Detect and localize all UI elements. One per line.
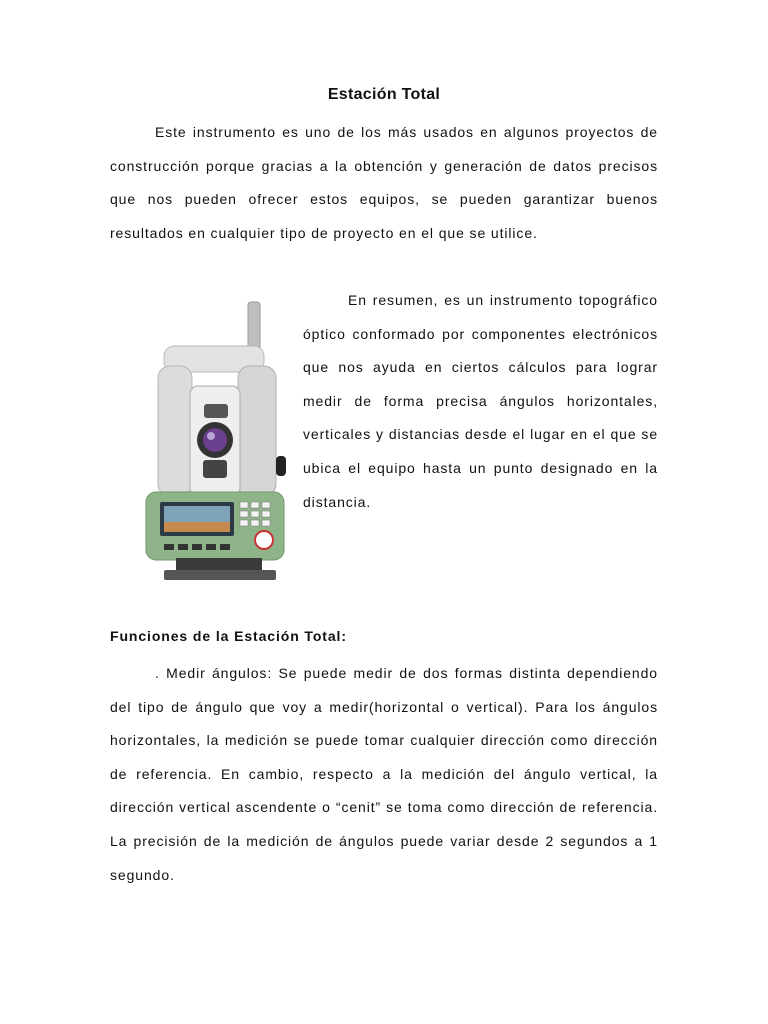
summary-paragraph: En resumen, es un instrumento topográfico óptico conformado por componentes electrónicos que nos ayuda en ciertos cálculos para lograr medir de forma precisa ángulos horizontales, verticales y distancias desde el lugar en el que se ubica el equipo hasta un punto designado en la distancia. [303, 292, 658, 510]
total-station-image [112, 296, 292, 592]
functions-paragraph: . Medir ángulos: Se puede medir de dos formas distinta dependiendo del tipo de ángulo que voy a medir(horizontal o vertical). Para los ángulos horizontales, la medición se puede tomar cualquier dirección como dirección de referencia. En cambio, respecto a la medición del ángulo vertical, la dirección vertical ascendente o “cenit” se toma como dirección de referencia. La precisión de la medición de ángulos puede variar desde 2 segundos a 1 segundo. [110, 665, 658, 883]
document-title: Estación Total [327, 86, 441, 103]
intro-paragraph: Este instrumento es uno de los más usados en algunos proyectos de construcción porque gracias a la obtención y generación de datos precisos que nos pueden ofrecer estos equipos, se pueden garantizar buenos resultados en cualquier tipo de proyecto en el que se utilice. [110, 124, 658, 241]
section-heading: Funciones de la Estación Total: [110, 628, 347, 644]
